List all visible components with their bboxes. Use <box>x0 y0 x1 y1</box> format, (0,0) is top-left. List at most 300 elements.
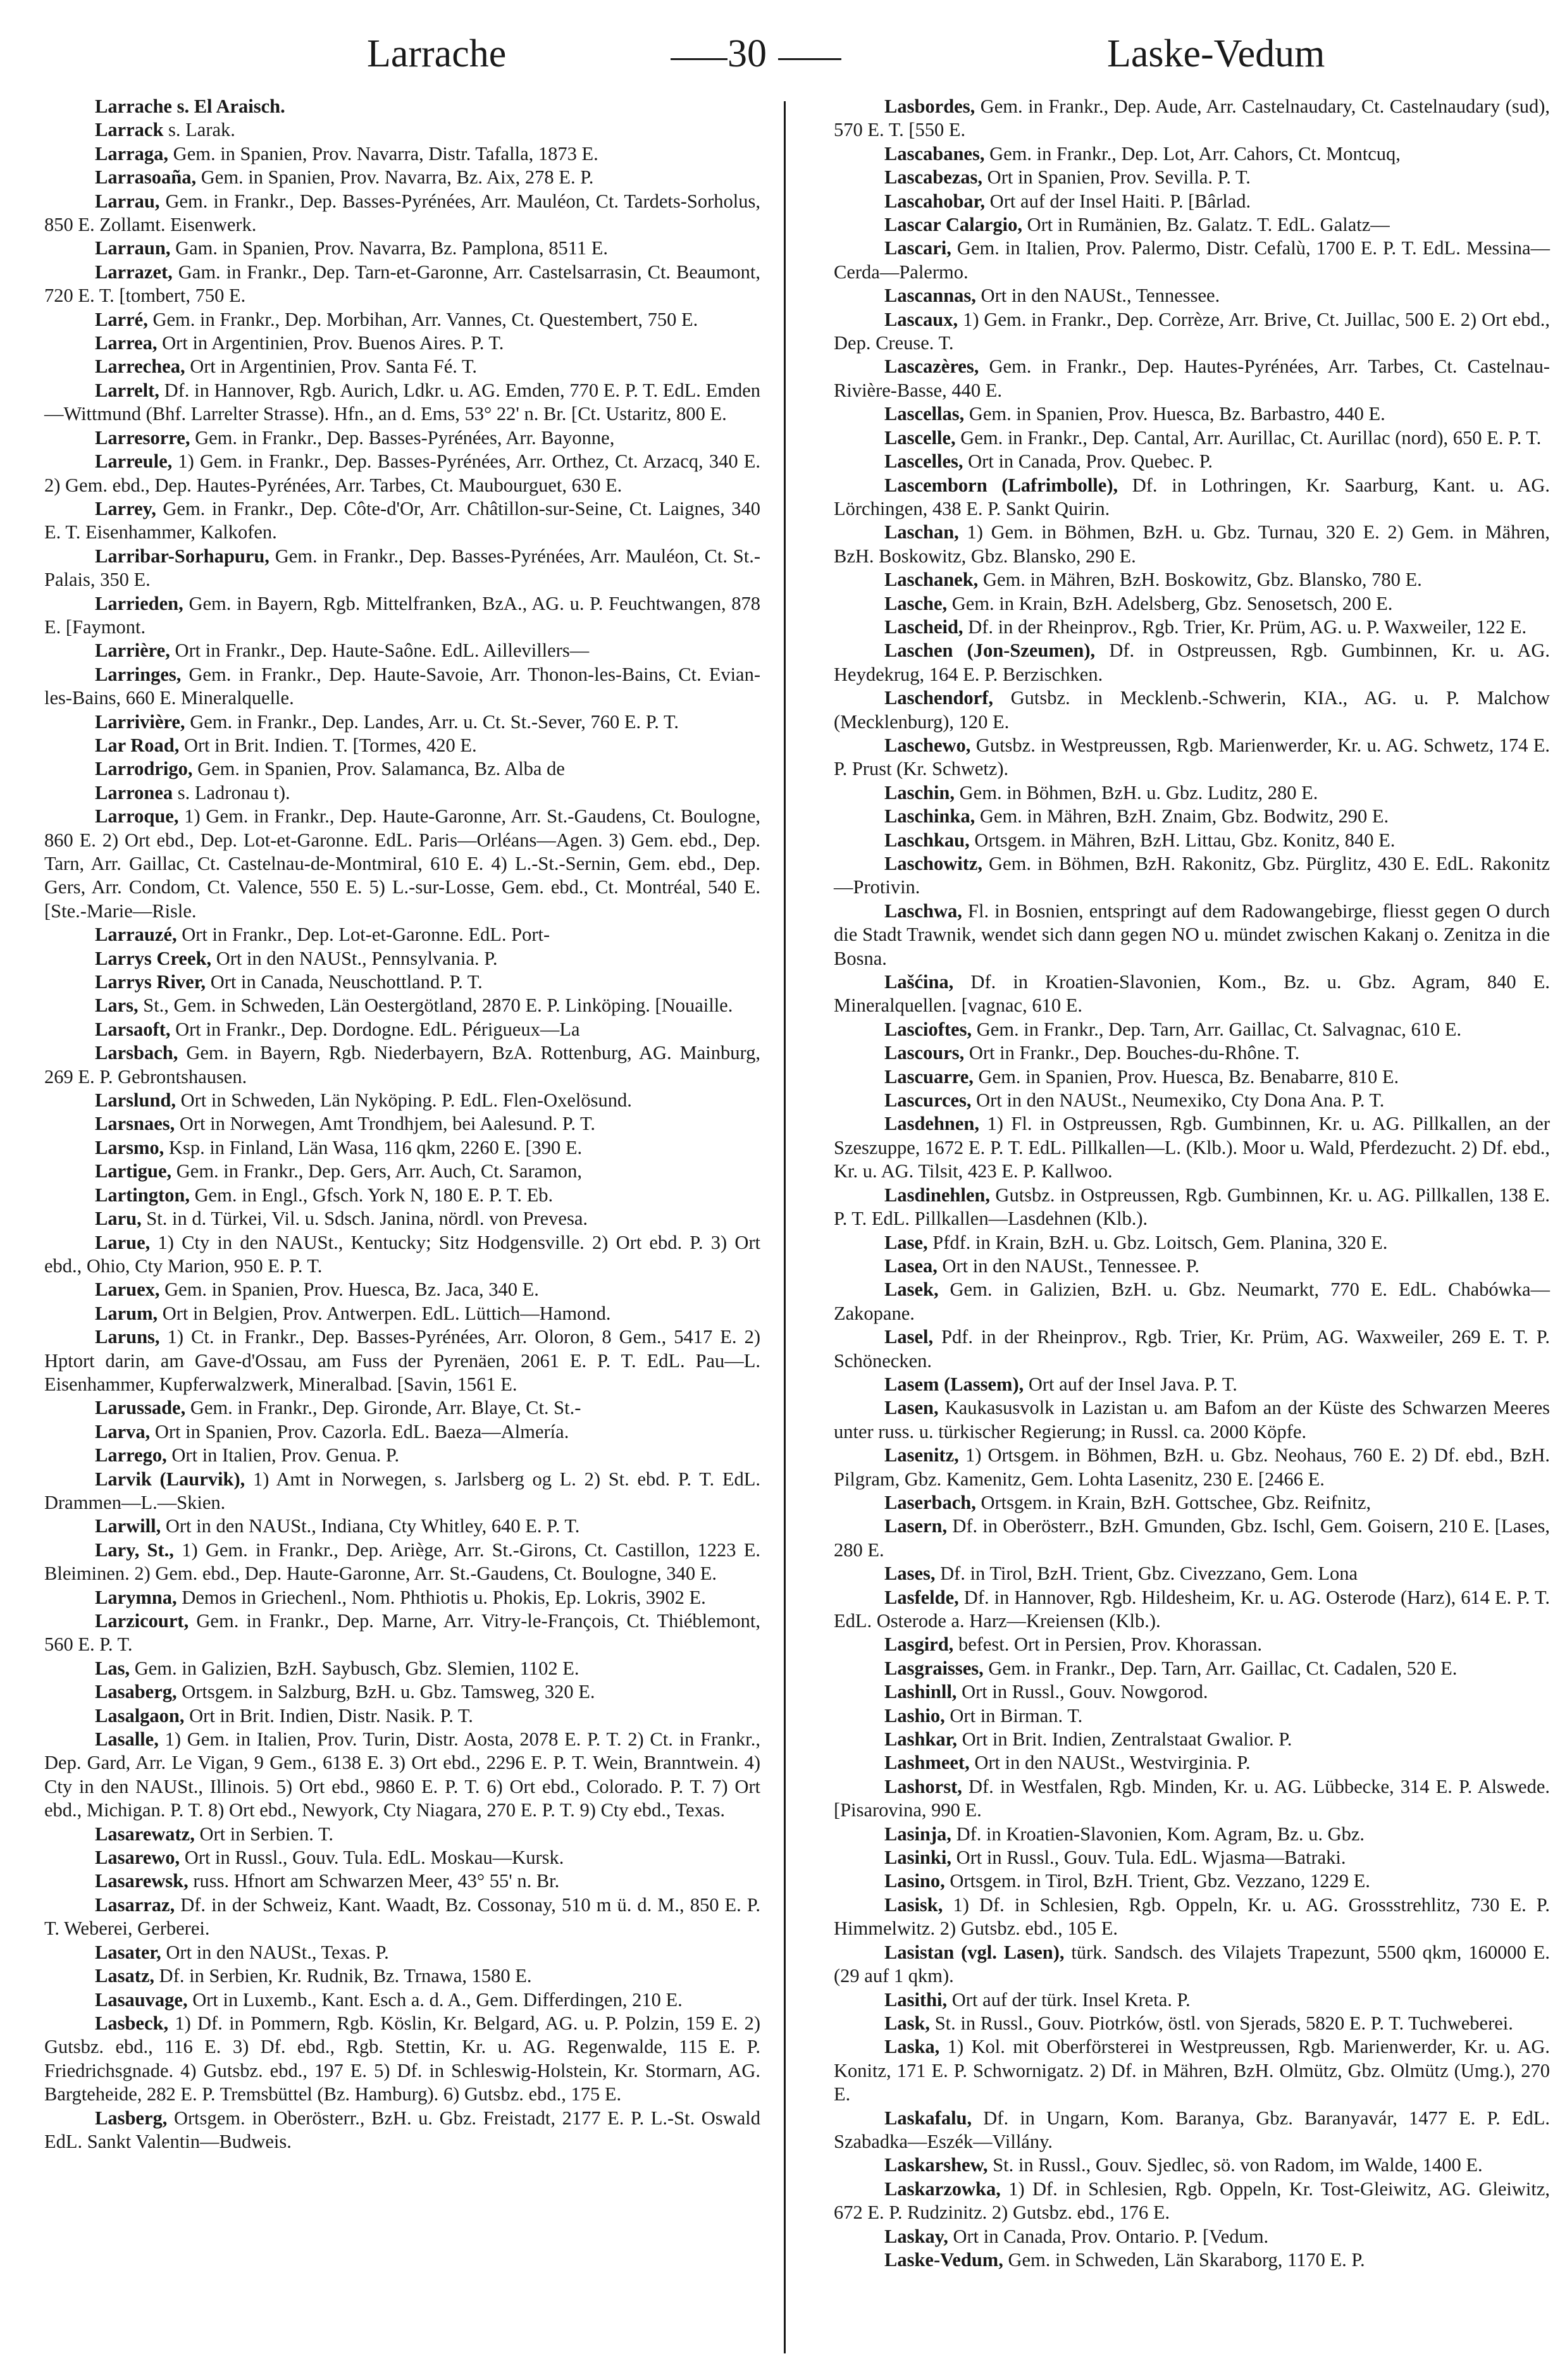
entry-headword: Lasen, <box>884 1397 939 1419</box>
dictionary-entry <box>834 1846 1550 1869</box>
entry-headword: Larsaoft, <box>95 1018 171 1040</box>
dictionary-entry <box>44 805 760 923</box>
entry-headword: Lascioftes, <box>884 1018 972 1040</box>
dictionary-entry <box>44 190 760 237</box>
dictionary-entry <box>834 1041 1550 1065</box>
dictionary-entry <box>44 1823 760 1846</box>
entry-text: Ort in Russl., Gouv. Tula. EdL. Wjasma—Batraki. <box>956 1847 1346 1869</box>
entry-headword: Lasisk, <box>884 1893 943 1916</box>
entry-text: Gem. in Spanien, Prov. Huesca, Bz. Benabarre, 810 E. <box>978 1065 1399 1088</box>
entry-text: Ort auf der Insel Haiti. P. [Bârlad. <box>989 190 1251 212</box>
entry-text: Df. in Tirol, BzH. Trient, Gbz. Civezzano, Gem. Lona <box>940 1563 1358 1585</box>
entry-text: Ort in Argentinien, Prov. Santa Fé. T. <box>190 356 477 378</box>
dictionary-entry <box>44 970 760 994</box>
entry-text: Ort in Frankr., Dep. Haute-Saône. EdL. Aillevillers— <box>175 640 590 662</box>
entry-text: Gem. in Spanien, Prov. Salamanca, Bz. Alba de <box>197 758 565 780</box>
entry-headword: Laskarzowka, <box>884 2178 1001 2200</box>
dictionary-entry <box>834 686 1550 734</box>
dictionary-entry <box>44 710 760 734</box>
entry-text: Gem. in Frankr., Dep. Cantal, Arr. Aurillac, Ct. Aurillac (nord), 650 E. P. T. <box>960 426 1542 449</box>
entry-text: 1) Gem. in Böhmen, BzH. u. Gbz. Turnau, 320 E. 2) Gem. in Mähren, BzH. Boskowitz, Gbz. Blansko, 290 E. <box>834 521 1551 567</box>
entry-text: St., Gem. in Schweden, Län Oestergötland, 2870 E. P. Linköping. [Nouaille. <box>143 995 733 1017</box>
entry-headword: Lasarewo, <box>95 1847 180 1869</box>
dictionary-entry <box>834 1869 1550 1893</box>
entry-text: Ort in den NAUSt., Tennessee. P. <box>942 1255 1199 1277</box>
column-divider <box>784 101 786 2353</box>
entry-headword: Larrivière, <box>95 710 185 733</box>
entry-text: Ortsgem. in Salzburg, BzH. u. Gbz. Tamsweg, 320 E. <box>182 1681 595 1703</box>
entry-text: Ort in den NAUSt., Pennsylvania. P. <box>216 947 498 969</box>
dictionary-entry <box>834 142 1550 166</box>
dictionary-entry <box>834 568 1550 592</box>
entry-headword: Larrea, <box>95 332 158 354</box>
entry-text: 1) Ortsgem. in Böhmen, BzH. u. Gbz. Neohaus, 760 E. 2) Df. ebd., BzH. Pilgram, Gbz. Kamenitz, Gem. Lohta Lasenitz, 230 E. [2466 E. <box>834 1444 1550 1490</box>
entry-headword: Larroque, <box>95 805 179 827</box>
entry-text: Ort in Brit. Indien. T. [Tormes, 420 E. <box>183 734 477 756</box>
entry-headword: Lasauvage, <box>95 1988 188 2011</box>
entry-text: Gam. in Frankr., Dep. Tarn-et-Garonne, Arr. Castelsarrasin, Ct. Beaumont, 720 E. T. [tombert, 750 E. <box>44 261 760 307</box>
dictionary-entry <box>44 923 760 946</box>
entry-headword: Larslund, <box>95 1089 176 1112</box>
dictionary-entry <box>44 1018 760 1041</box>
entry-headword: Larva, <box>95 1420 151 1442</box>
entry-headword: Lashkar, <box>884 1728 958 1751</box>
entry-headword: Laska, <box>884 2036 940 2058</box>
entry-text: Fl. in Bosnien, entspringt auf dem Radowangebirge, fliesst gegen O durch die Stadt Trawnik, wendet sich dann gegen NO u. mündet zwischen Kakanj o. Zenitza in die Bosna. <box>834 900 1551 969</box>
dictionary-entry <box>834 2012 1550 2035</box>
dictionary-entry <box>44 450 760 497</box>
dictionary-entry <box>834 2035 1550 2106</box>
dictionary-entry <box>44 1231 760 1279</box>
entry-text: Gem. in Spanien, Prov. Navarra, Distr. Tafalla, 1873 E. <box>173 142 598 164</box>
entry-text: Gem. in Krain, BzH. Adelsberg, Gbz. Senosetsch, 200 E. <box>951 592 1393 614</box>
entry-headword: Lasarewatz, <box>95 1823 195 1845</box>
entry-headword: Larzicourt, <box>95 1610 189 1632</box>
entry-headword: Lashmeet, <box>884 1752 970 1774</box>
entry-text: Ort in Canada, Prov. Quebec. P. <box>968 450 1213 473</box>
entry-headword: Lasea, <box>884 1255 938 1277</box>
entry-text: Gem. in Galizien, BzH. u. Gbz. Neumarkt, 770 E. EdL. Chabówka—Zakopane. <box>834 1279 1550 1324</box>
entry-headword: Lasfelde, <box>884 1586 959 1608</box>
dictionary-entry <box>44 1586 760 1609</box>
entry-headword: Lars, <box>95 995 139 1017</box>
entry-text: Gem. in Galizien, BzH. Saybusch, Gbz. Slemien, 1102 E. <box>134 1657 579 1679</box>
entry-headword: Lasdehnen, <box>884 1113 980 1135</box>
entry-headword: Lar Road, <box>95 734 180 756</box>
entry-text: Gem. in Frankr., Dep. Gers, Arr. Auch, Ct. Saramon, <box>176 1160 583 1182</box>
entry-text: Gem. in Böhmen, BzH. Rakonitz, Gbz. Pürglitz, 430 E. EdL. Rakonitz—Protivin. <box>834 853 1550 898</box>
entry-text: Gem. in Frankr., Dep. Aude, Arr. Castelnaudary, Ct. Castelnaudary (sud), 570 E. T. [550 E. <box>834 96 1551 141</box>
entry-text: Ort in Frankr., Dep. Bouches-du-Rhône. T. <box>969 1042 1300 1064</box>
entry-headword: Lasalgaon, <box>95 1704 185 1726</box>
entry-text: Gem. in Spanien, Prov. Navarra, Bz. Aix, 278 E. P. <box>201 166 594 189</box>
entry-text: Gem. in Frankr., Dep. Morbihan, Arr. Vannes, Ct. Questembert, 750 E. <box>152 308 698 330</box>
entry-text: Pfdf. in Krain, BzH. u. Gbz. Loitsch, Gem. Planina, 320 E. <box>932 1231 1388 1253</box>
dictionary-entry <box>834 1941 1550 1988</box>
entry-text: Gem. in Frankr., Dep. Basses-Pyrénées, Arr. Mauléon, Ct. St.-Palais, 350 E. <box>44 545 760 591</box>
dictionary-entry <box>834 166 1550 189</box>
header-dash-right <box>778 58 841 60</box>
dictionary-entry <box>44 1964 760 1988</box>
entry-text: Gem. in Frankr., Dep. Tarn, Arr. Gaillac, Ct. Cadalen, 520 E. <box>988 1657 1458 1679</box>
dictionary-entry <box>834 1184 1550 1231</box>
entry-text: Ort in Frankr., Dep. Dordogne. EdL. Périgueux—La <box>175 1018 580 1040</box>
dictionary-entry <box>834 970 1550 1018</box>
dictionary-entry <box>44 1089 760 1112</box>
dictionary-entry <box>44 1704 760 1728</box>
entry-text: Gem. in Frankr., Dep. Haute-Savoie, Arr. Thonon-les-Bains, Ct. Evian-les-Bains, 660 E. Mineralquelle. <box>44 663 760 709</box>
entry-text: 1) Df. in Schlesien, Rgb. Oppeln, Kr. u. AG. Grossstrehlitz, 730 E. P. Himmelwitz. 2) Gutsbz. ebd., 105 E. <box>834 1893 1550 1940</box>
header-dash-left <box>671 58 727 60</box>
entry-text: 1) Gem. in Frankr., Dep. Ariège, Arr. St.-Girons, Ct. Castillon, 1223 E. Bleiminen. 2) Gem. ebd., Dep. Haute-Garonne, Arr. St.-Gaudens, Ct. Boulogne, 340 E. <box>44 1539 761 1585</box>
entry-headword: Lartigue, <box>95 1160 172 1182</box>
entry-headword: Lasaberg, <box>95 1681 177 1703</box>
entry-text: Gem. in Frankr., Dep. Basses-Pyrénées, Arr. Bayonne, <box>195 426 615 449</box>
entry-text: Df. in Serbien, Kr. Rudnik, Bz. Trnawa, 1580 E. <box>159 1965 532 1987</box>
entry-headword: Larsnaes, <box>95 1113 175 1135</box>
entry-text: Ort in Italien, Prov. Genua. P. <box>171 1444 400 1466</box>
entry-headword: Larwill, <box>95 1515 161 1537</box>
entry-text: Df. in Westfalen, Rgb. Minden, Kr. u. AG. Lübbecke, 314 E. P. Alswede. [Pisarovina, 990 E. <box>834 1775 1550 1821</box>
entry-text: 1) Gem. in Frankr., Dep. Corrèze, Arr. Brive, Ct. Juillac, 500 E. 2) Ort ebd., Dep. Creuse. T. <box>834 308 1551 354</box>
entry-headword: Larringes, <box>95 663 182 685</box>
entry-text: Df. in Kroatien-Slavonien, Kom. Agram, Bz. u. Gbz. <box>956 1823 1365 1845</box>
entry-text: Gam. in Spanien, Prov. Navarra, Bz. Pamplona, 8511 E. <box>175 237 608 259</box>
entry-headword: Lask, <box>884 2012 931 2034</box>
entry-text: Gem. in Frankr., Dep. Marne, Arr. Vitry-le-François, Ct. Thiéblemont, 560 E. P. T. <box>44 1610 760 1656</box>
entry-text: Ort in Frankr., Dep. Lot-et-Garonne. EdL. Port- <box>182 924 550 946</box>
entry-headword: Lasern, <box>884 1515 948 1537</box>
entry-text: Gem. in Frankr., Dep. Tarn, Arr. Gaillac, Ct. Salvagnac, 610 E. <box>976 1018 1462 1040</box>
dictionary-entry <box>44 1444 760 1467</box>
entry-headword: Lary, St., <box>95 1539 174 1561</box>
entry-headword: Lascari, <box>884 237 951 259</box>
entry-text: Ort in Birman. T. <box>950 1704 1083 1726</box>
entry-text: Ort in den NAUSt., Tennessee. <box>981 285 1220 307</box>
entry-headword: Larribar-Sorhapuru, <box>95 545 269 567</box>
entry-headword: Lascahobar, <box>884 190 986 212</box>
dictionary-entry <box>834 1325 1550 1373</box>
dictionary-entry <box>44 1184 760 1207</box>
entry-text: s. Larak. <box>168 119 235 141</box>
dictionary-entry <box>834 213 1550 237</box>
entry-headword: Laschanek, <box>884 569 979 591</box>
entry-headword: Larrys River, <box>95 971 206 993</box>
entry-text: Ksp. in Finland, Län Wasa, 116 qkm, 2260 E. [390 E. <box>168 1136 583 1158</box>
entry-headword: Larronea <box>95 781 173 803</box>
entry-headword: Larrey, <box>95 497 156 519</box>
entry-text: Ort in Schweden, Län Nyköping. P. EdL. Flen-Oxelösund. <box>180 1089 632 1112</box>
dictionary-entry <box>834 1680 1550 1704</box>
entry-headword: Larrechea, <box>95 356 185 378</box>
entry-headword: Larrache s. El Araisch. <box>95 96 285 117</box>
entry-headword: Lasenitz, <box>884 1444 959 1466</box>
entry-text: Ort in Belgien, Prov. Antwerpen. EdL. Lüttich—Hamond. <box>162 1302 611 1324</box>
dictionary-entry <box>44 1302 760 1325</box>
entry-headword: Lasistan (vgl. Lasen), <box>884 1941 1065 1963</box>
entry-text: Ort in Canada, Prov. Ontario. P. [Vedum. <box>953 2225 1269 2247</box>
dictionary-entry <box>44 379 760 426</box>
page-number: 30 <box>727 32 767 75</box>
dictionary-entry <box>44 994 760 1017</box>
entry-headword: Laschendorf, <box>884 687 993 709</box>
dictionary-entry <box>44 166 760 189</box>
entry-text: Ort auf der türk. Insel Kreta. P. <box>951 1988 1191 2011</box>
entry-text: 1) Gem. in Frankr., Dep. Basses-Pyrénées, Arr. Orthez, Ct. Arzacq, 340 E. 2) Gem. ebd., Dep. Hautes-Pyrénées, Arr. Tarbes, Ct. Maubourguet, 630 E. <box>44 450 760 496</box>
entry-text: Ortsgem. in Tirol, BzH. Trient, Gbz. Vezzano, 1229 E. <box>950 1870 1370 1892</box>
dictionary-entry <box>44 426 760 450</box>
dictionary-entry <box>834 1231 1550 1255</box>
dictionary-entry <box>834 1988 1550 2012</box>
entry-text: Ort in den NAUSt., Indiana, Cty Whitley, 640 E. P. T. <box>165 1515 580 1537</box>
dictionary-entry <box>834 1444 1550 1491</box>
entry-headword: Larrière, <box>95 640 170 662</box>
entry-text: 1) Fl. in Ostpreussen, Rgb. Gumbinnen, Kr. u. AG. Pillkallen, an der Szeszuppe, 1672 E. P. T. EdL. Pillkallen—L. (Klb.). Moor u. Wald, Pferdezucht. 2) Df. ebd., Kr. u. AG. Tilsit, 423 E. P. Kallwoo. <box>834 1113 1550 1182</box>
entry-text: 1) Df. in Pommern, Rgb. Köslin, Kr. Belgard, AG. u. P. Polzin, 159 E. 2) Gutsbz. ebd., 116 E. 3) Df. ebd., Rgb. Stettin, Kr. u. AG. Regenwalde, 115 E. P. Friedrichsgnade. 4) Gutsbz. ebd., 197 E. 5) Df. in Schleswig-Holstein, Kr. Stormarn, AG. Bargteheide, 282 E. P. Tremsbüttel (Bz. Hamburg). 6) Gutsbz. ebd., 175 E. <box>44 2012 760 2105</box>
entry-headword: Larrauzé, <box>95 924 177 946</box>
entry-text: Df. in Ostpreussen, Rgb. Gumbinnen, Kr. u. AG. Heydekrug, 164 E. P. Berzischken. <box>834 640 1550 685</box>
entry-headword: Lascabanes, <box>884 142 985 164</box>
entry-headword: Larsbach, <box>95 1042 178 1064</box>
dictionary-entry <box>834 402 1550 426</box>
entry-headword: Larrasoaña, <box>95 166 197 189</box>
dictionary-entry <box>834 474 1550 521</box>
entry-headword: Laschwa, <box>884 900 962 922</box>
dictionary-entry <box>44 734 760 757</box>
entry-headword: Lashio, <box>884 1704 945 1726</box>
entry-text: Gem. in Frankr., Dep. Gironde, Arr. Blaye, Ct. St.- <box>190 1397 581 1419</box>
entry-text: s. Ladronau t). <box>177 781 290 803</box>
entry-text: Gem. in Mähren, BzH. Znaim, Gbz. Bodwitz, 290 E. <box>979 805 1389 827</box>
entry-headword: Lasgraisses, <box>884 1657 984 1679</box>
entry-headword: Lasberg, <box>95 2107 168 2129</box>
entry-text: Ort in Brit. Indien, Distr. Nasik. P. T. <box>189 1704 473 1726</box>
entry-headword: Lašćina, <box>884 971 954 993</box>
entry-text: Ort in Spanien, Prov. Cazorla. EdL. Baeza—Almería. <box>154 1420 569 1442</box>
right-column <box>834 95 1550 2272</box>
entry-text: 1) Cty in den NAUSt., Kentucky; Sitz Hodgensville. 2) Ort ebd. P. 3) Ort ebd., Ohio, Cty Marion, 950 E. P. T. <box>44 1231 761 1277</box>
dictionary-entry <box>44 1539 760 1586</box>
dictionary-entry <box>834 1893 1550 1941</box>
entry-headword: Lascuarre, <box>884 1065 974 1088</box>
page-header <box>38 25 1522 82</box>
entry-text: Pdf. in der Rheinprov., Rgb. Trier, Kr. Prüm, AG. Waxweiler, 269 E. T. P. Schönecken. <box>834 1326 1550 1372</box>
entry-text: Df. in Ungarn, Kom. Baranya, Gbz. Baranyavár, 1477 E. P. EdL. Szabadka—Eszék—Villány. <box>834 2107 1550 2152</box>
dictionary-entry <box>834 1255 1550 1278</box>
entry-headword: Lasater, <box>95 1941 161 1963</box>
dictionary-entry <box>44 1988 760 2012</box>
entry-headword: Larrys Creek, <box>95 947 212 969</box>
dictionary-entry <box>834 1586 1550 1633</box>
entry-text: 1) Df. in Schlesien, Rgb. Oppeln, Kr. Tost-Gleiwitz, AG. Gleiwitz, 672 E. P. Rudzinitz. 2) Gutsbz. ebd., 176 E. <box>834 2178 1551 2224</box>
entry-text: 1) Kol. mit Oberförsterei in Westpreussen, Rgb. Marienwerder, Kr. u. AG. Konitz, 171 E. P. Schwornigatz. 2) Df. in Mähren, BzH. Olmütz, Gbz. Olmütz (Umg.), 270 E. <box>834 2036 1550 2105</box>
entry-headword: Lasek, <box>884 1279 939 1301</box>
dictionary-entry <box>834 1704 1550 1728</box>
entry-headword: Lascar Calargio, <box>884 214 1022 236</box>
entry-headword: Larresorre, <box>95 426 190 449</box>
entry-headword: Laskay, <box>884 2225 948 2247</box>
dictionary-entry <box>834 781 1550 805</box>
entry-headword: Larraga, <box>95 142 169 164</box>
dictionary-entry <box>834 284 1550 307</box>
entry-headword: Larrack <box>95 119 164 141</box>
entry-headword: Laschan, <box>884 521 959 543</box>
dictionary-entry <box>834 1491 1550 1515</box>
dictionary-entry <box>834 592 1550 616</box>
entry-headword: Lasinki, <box>884 1847 951 1869</box>
entry-text: Ort in den NAUSt., Westvirginia. P. <box>974 1752 1251 1774</box>
dictionary-entry <box>44 1278 760 1301</box>
dictionary-entry <box>44 663 760 710</box>
entry-text: russ. Hfnort am Schwarzen Meer, 43° 55' n. Br. <box>193 1870 560 1892</box>
dictionary-entry <box>44 355 760 378</box>
dictionary-entry <box>44 1468 760 1515</box>
dictionary-entry <box>44 497 760 545</box>
entry-text: Gem. in Frankr., Dep. Hautes-Pyrénées, Arr. Tarbes, Ct. Castelnau-Rivière-Basse, 440 E. <box>834 356 1551 401</box>
entry-text: Gem. in Spanien, Prov. Huesca, Bz. Barbastro, 440 E. <box>969 403 1385 425</box>
dictionary-entry <box>44 1396 760 1420</box>
entry-headword: Laschkau, <box>884 829 970 851</box>
entry-text: Df. in der Rheinprov., Rgb. Trier, Kr. Prüm, AG. u. P. Waxweiler, 122 E. <box>968 616 1527 638</box>
entry-headword: Lartington, <box>95 1184 190 1206</box>
entry-headword: Lase, <box>884 1231 928 1253</box>
entry-headword: Laschin, <box>884 781 955 803</box>
dictionary-entry <box>44 308 760 332</box>
entry-text: Ort in den NAUSt., Texas. P. <box>166 1941 389 1963</box>
entry-headword: Lascannas, <box>884 285 976 307</box>
dictionary-entry <box>44 2012 760 2107</box>
dictionary-entry <box>834 1633 1550 1656</box>
dictionary-entry <box>44 639 760 662</box>
dictionary-entry <box>44 1136 760 1160</box>
entry-text: Gem. in Frankr., Dep. Lot, Arr. Cahors, Ct. Montcuq, <box>989 142 1401 164</box>
dictionary-entry <box>834 521 1550 568</box>
dictionary-entry <box>834 829 1550 852</box>
dictionary-entry <box>44 1846 760 1869</box>
entry-headword: Lasel, <box>884 1326 934 1348</box>
dictionary-entry <box>834 734 1550 781</box>
entry-headword: Laskarshew, <box>884 2154 988 2176</box>
entry-text: Ort in Spanien, Prov. Sevilla. P. T. <box>987 166 1251 189</box>
entry-headword: Lasdinehlen, <box>884 1184 990 1206</box>
entry-headword: Lasbeck, <box>95 2012 169 2034</box>
dictionary-entry <box>44 1680 760 1704</box>
dictionary-entry <box>834 852 1550 900</box>
entry-text: Gem. in Mähren, BzH. Boskowitz, Gbz. Blansko, 780 E. <box>982 569 1422 591</box>
entry-text: 1) Amt in Norwegen, s. Jarlsberg og L. 2) St. ebd. P. T. EdL. Drammen—L.—Skien. <box>44 1468 761 1513</box>
entry-headword: Larrau, <box>95 190 160 212</box>
entry-headword: Larrelt, <box>95 379 159 401</box>
entry-text: Gem. in Frankr., Dep. Côte-d'Or, Arr. Châtillon-sur-Seine, Ct. Laignes, 340 E. T. Eisenhammer, Kalkofen. <box>44 497 761 543</box>
entry-text: Df. in der Schweiz, Kant. Waadt, Bz. Cossonay, 510 m ü. d. M., 850 E. P. T. Weberei, Gerberei. <box>44 1893 760 1940</box>
entry-headword: Lasino, <box>884 1870 945 1892</box>
entry-headword: Laske-Vedum, <box>884 2248 1003 2271</box>
dictionary-entry <box>834 1278 1550 1325</box>
entry-text: befest. Ort in Persien, Prov. Khorassan. <box>958 1633 1262 1656</box>
dictionary-entry <box>834 355 1550 402</box>
entry-headword: Lashinll, <box>884 1681 957 1703</box>
entry-headword: Lascaux, <box>884 308 958 330</box>
entry-text: Demos in Griechenl., Nom. Phthiotis u. Phokis, Ep. Lokris, 3902 E. <box>182 1586 706 1608</box>
dictionary-entry <box>44 1728 760 1823</box>
entry-text: Ort in Russl., Gouv. Tula. EdL. Moskau—Kursk. <box>184 1847 564 1869</box>
entry-headword: Laru, <box>95 1208 142 1230</box>
entry-headword: Larvik (Laurvik), <box>95 1468 245 1490</box>
entry-headword: Las, <box>95 1657 130 1679</box>
entry-headword: Larum, <box>95 1302 158 1324</box>
entry-headword: Lasgird, <box>884 1633 954 1656</box>
dictionary-entry <box>44 1941 760 1964</box>
entry-text: Ort in den NAUSt., Neumexiko, Cty Dona Ana. P. T. <box>976 1089 1385 1112</box>
header-last-entry: Laske-Vedum <box>1107 32 1325 75</box>
entry-headword: Larymna, <box>95 1586 177 1608</box>
dictionary-entry <box>44 261 760 308</box>
dictionary-entry <box>44 592 760 640</box>
dictionary-entry <box>834 450 1550 473</box>
dictionary-entry <box>834 1089 1550 1112</box>
entry-headword: Lasbordes, <box>884 96 975 117</box>
entry-headword: Lasatz, <box>95 1965 155 1987</box>
entry-headword: Larrego, <box>95 1444 167 1466</box>
entry-text: Gem. in Böhmen, BzH. u. Gbz. Luditz, 280 E. <box>959 781 1318 803</box>
dictionary-entry <box>44 757 760 781</box>
dictionary-entry <box>44 332 760 355</box>
entry-headword: Lases, <box>884 1563 936 1585</box>
entry-headword: Larussade, <box>95 1397 186 1419</box>
entry-text: Gem. in Bayern, Rgb. Mittelfranken, BzA., AG. u. P. Feuchtwangen, 878 E. [Faymont. <box>44 592 761 638</box>
entry-headword: Larreule, <box>95 450 173 473</box>
entry-headword: Larrieden, <box>95 592 183 614</box>
dictionary-entry <box>834 2107 1550 2154</box>
entry-headword: Lasarraz, <box>95 1893 175 1916</box>
entry-text: 1) Gem. in Frankr., Dep. Haute-Garonne, Arr. St.-Gaudens, Ct. Boulogne, 860 E. 2) Ort ebd., Dep. Lot-et-Garonne. EdL. Paris—Orléans—Agen. 3) Gem. ebd., Dep. Tarn, Arr. Gaillac, Ct. Castelnau-de-Montmiral, 610 E. 4) L.-St.-Sernin, Gem. ebd., Dep. Gers, Arr. Condom, Ct. Valence, 550 E. 5) L.-sur-Losse, Gem. ebd., Ct. Montréal, 540 E. [Ste.-Marie—Risle. <box>44 805 761 922</box>
dictionary-entry <box>834 1751 1550 1775</box>
entry-headword: Lascheid, <box>884 616 963 638</box>
entry-headword: Lasalle, <box>95 1728 159 1751</box>
entry-text: St. in d. Türkei, Vil. u. Sdsch. Janina, nördl. von Prevesa. <box>146 1208 588 1230</box>
dictionary-entry <box>834 190 1550 213</box>
dictionary-entry <box>44 1515 760 1538</box>
dictionary-entry <box>44 947 760 970</box>
entry-headword: Larue, <box>95 1231 151 1253</box>
entry-text: Kaukasusvolk in Lazistan u. am Bafom an der Küste des Schwarzen Meeres unter russ. u. türkischer Regierung; in Russl. ca. 2000 Köpfe. <box>834 1397 1551 1442</box>
entry-headword: Lascours, <box>884 1042 965 1064</box>
entry-headword: Laserbach, <box>884 1491 976 1513</box>
dictionary-entry <box>834 616 1550 639</box>
entry-headword: Lascemborn (Lafrimbolle), <box>884 474 1118 496</box>
dictionary-entry <box>834 1823 1550 1846</box>
entry-text: Gutsbz. in Mecklenb.-Schwerin, KIA., AG. u. P. Malchow (Mecklenburg), 120 E. <box>834 687 1551 733</box>
entry-text: Ortsgem. in Mähren, BzH. Littau, Gbz. Konitz, 840 E. <box>974 829 1396 851</box>
entry-text: Ort in Luxemb., Kant. Esch a. d. A., Gem. Differdingen, 210 E. <box>192 1988 683 2011</box>
entry-text: Df. in Kroatien-Slavonien, Kom., Bz. u. Gbz. Agram, 840 E. Mineralquellen. [vagnac, 610 E. <box>834 971 1551 1017</box>
entry-text: Ort in Canada, Neuschottland. P. T. <box>210 971 483 993</box>
dictionary-entry <box>834 1657 1550 1680</box>
entry-text: Gutsbz. in Westpreussen, Rgb. Marienwerder, Kr. u. AG. Schwetz, 174 E. P. Prust (Kr. Schwetz). <box>834 734 1550 780</box>
left-column <box>44 95 760 2154</box>
dictionary-entry <box>44 1609 760 1657</box>
entry-headword: Larrodrigo, <box>95 758 193 780</box>
entry-text: Ort in Norwegen, Amt Trondhjem, bei Aalesund. P. T. <box>179 1113 596 1135</box>
entry-text: Gutsbz. in Ostpreussen, Rgb. Gumbinnen, Kr. u. AG. Pillkallen, 138 E. P. T. EdL. Pillkallen—Lasdehnen (Klb.). <box>834 1184 1551 1230</box>
entry-text: Ort auf der Insel Java. P. T. <box>1028 1373 1237 1395</box>
entry-headword: Larsmo, <box>95 1136 164 1158</box>
entry-text: Ortsgem. in Krain, BzH. Gottschee, Gbz. Reifnitz, <box>981 1491 1371 1513</box>
entry-headword: Laschewo, <box>884 734 971 756</box>
entry-headword: Lasinja, <box>884 1823 951 1845</box>
header-first-entry: Larrache <box>367 32 507 75</box>
entry-text: Gem. in Engl., Gfsch. York N, 180 E. P. T. Eb. <box>194 1184 554 1206</box>
